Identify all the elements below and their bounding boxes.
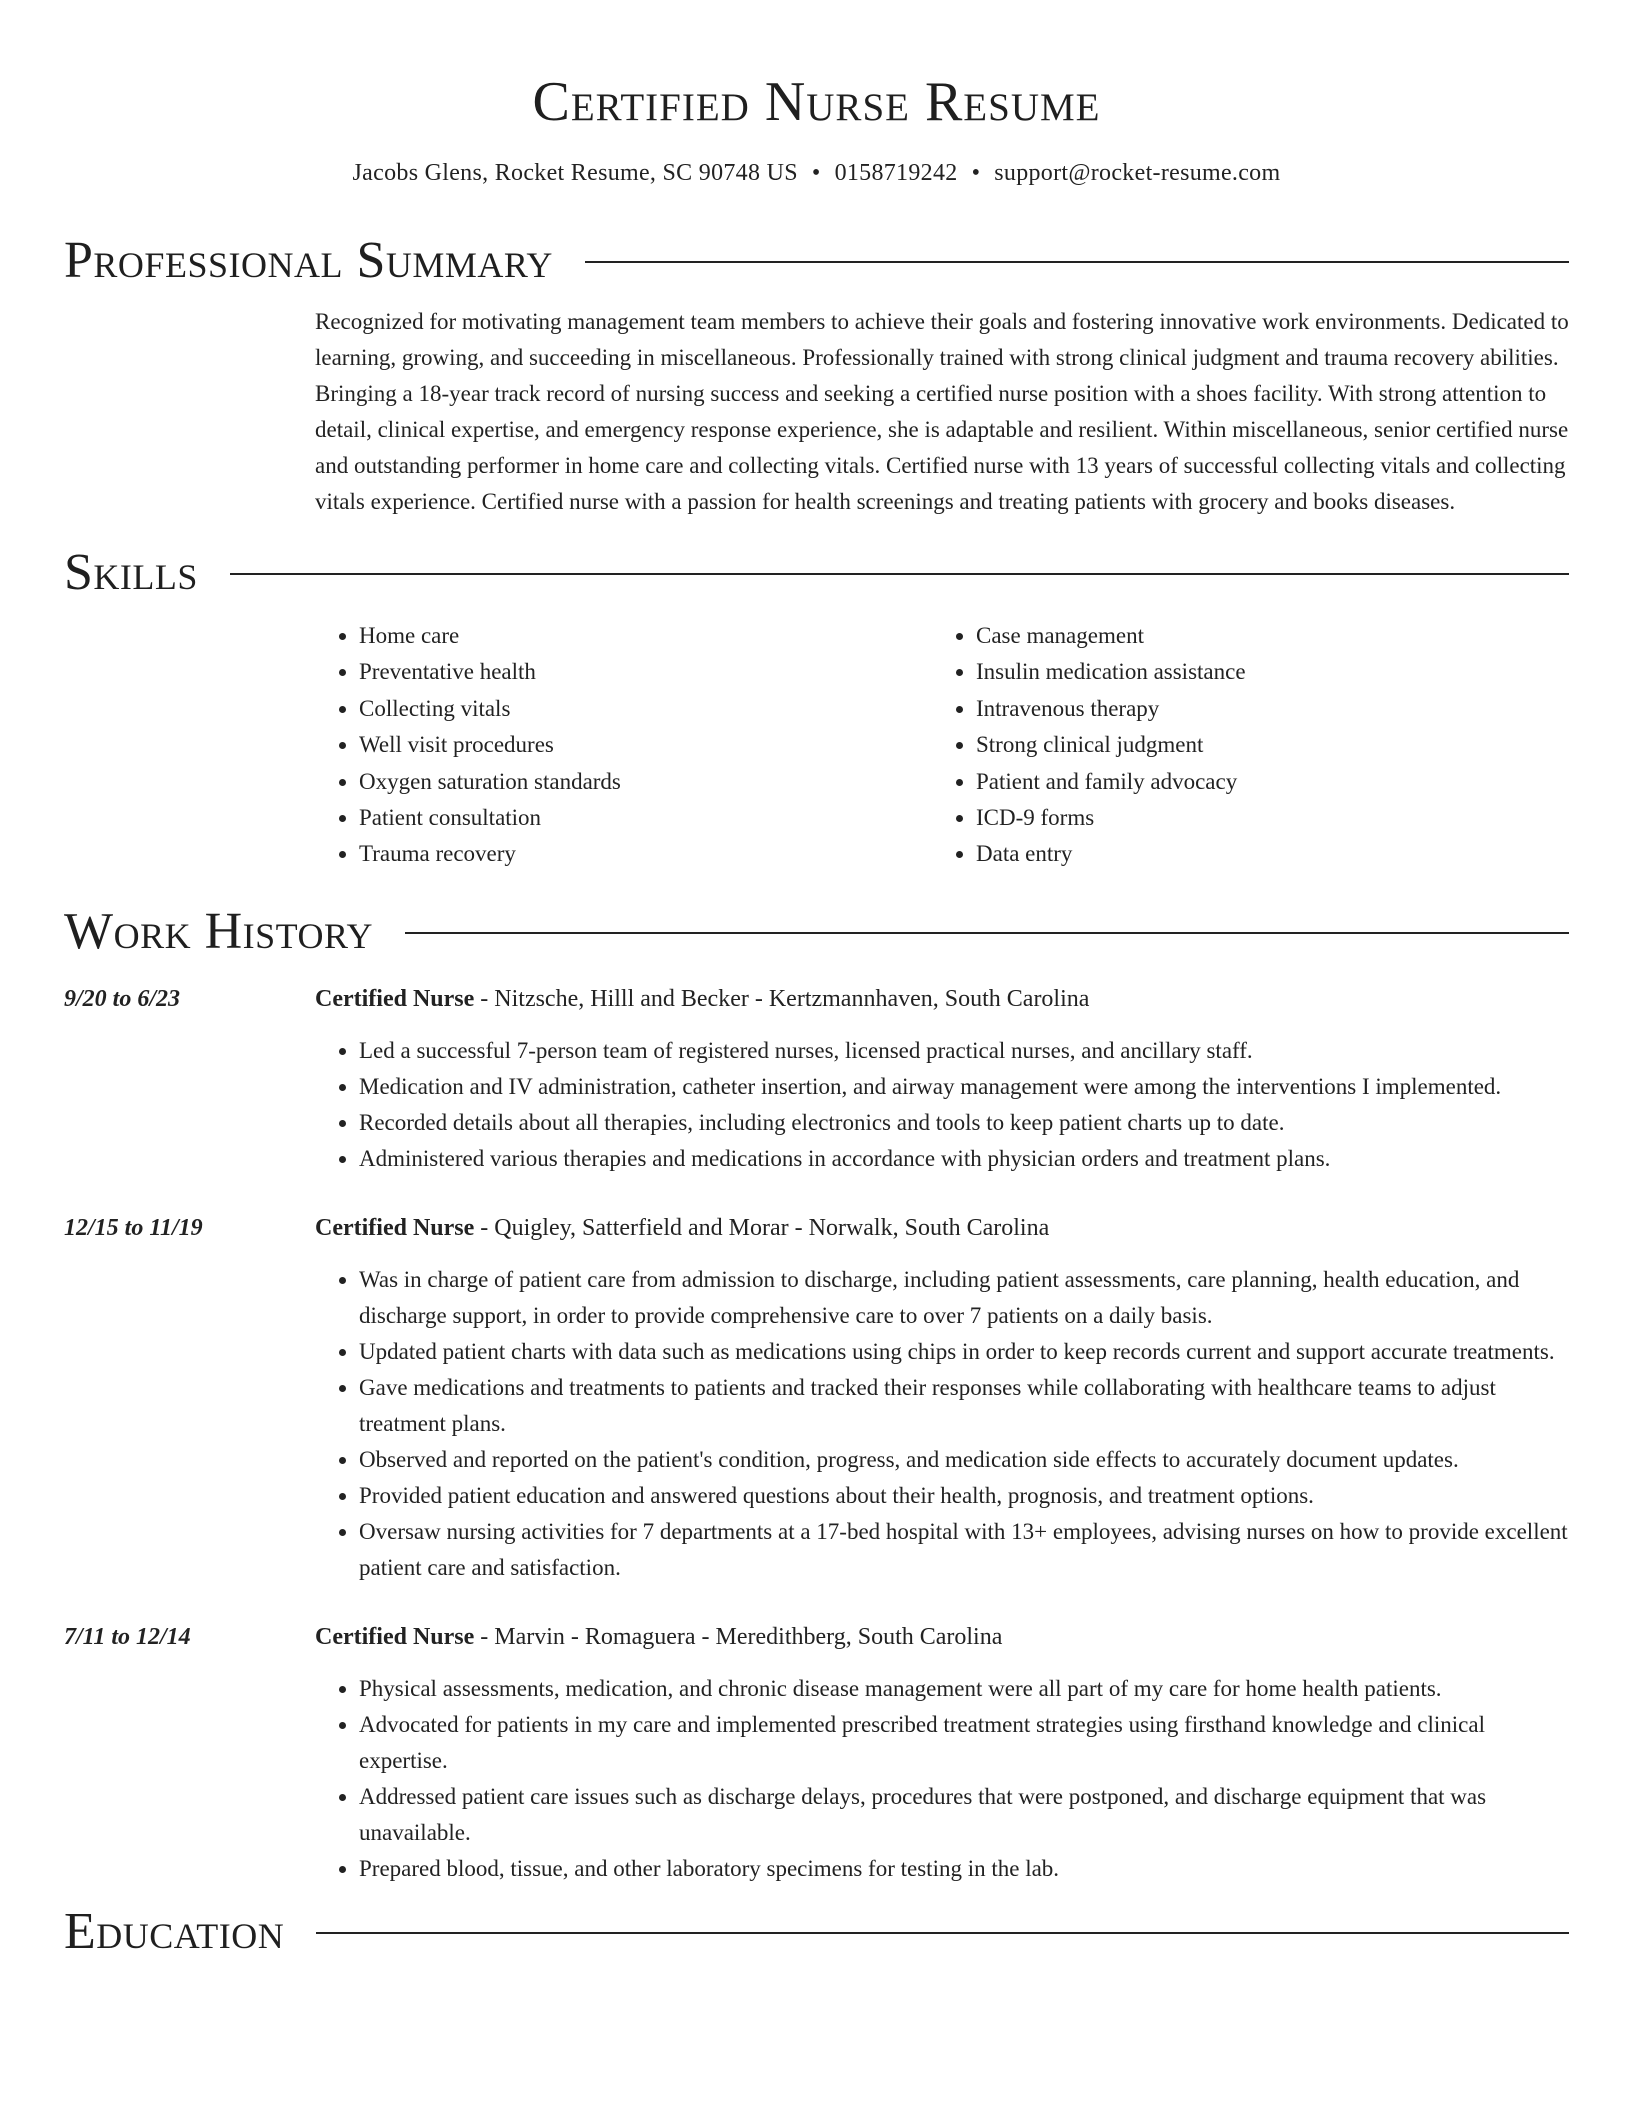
job-heading: [315, 1210, 1569, 1246]
skill-item: • ICD-9 forms: [976, 800, 1246, 836]
job-bullet: • Provided patient education and answered questions about their health, prognosis, and treatment options.: [359, 1478, 1569, 1514]
job-detail: [315, 1619, 1569, 1887]
skill-item: • Intravenous therapy: [976, 691, 1246, 727]
job-bullets: [315, 1262, 1569, 1586]
skill-item: • Insulin medication assistance: [976, 654, 1246, 690]
section-header-work-history: [64, 901, 1569, 963]
section-header-education: [64, 1901, 1569, 1963]
skill-item: • Data entry: [976, 836, 1246, 872]
skill-item: • Preventative health: [359, 654, 932, 690]
job-dates: 9/20 to 6/23: [64, 985, 181, 1012]
job-employer: - Quigley, Satterfield and Morar - Norwalk, South Carolina: [474, 1214, 1050, 1241]
skill-item: • Trauma recovery: [359, 836, 932, 872]
job-bullet: • Medication and IV administration, catheter insertion, and airway management were among the interventions I implemented.: [359, 1069, 1569, 1105]
section-divider: [405, 932, 1569, 934]
job-dates: 12/15 to 11/19: [64, 1214, 203, 1241]
skill-item: • Collecting vitals: [359, 691, 932, 727]
job-bullet: • Oversaw nursing activities for 7 departments at a 17-bed hospital with 13+ employees, advising nurses on how to provide excellent patient care and satisfaction.: [359, 1514, 1569, 1586]
job-bullet: • Updated patient charts with data such as medications using chips in order to keep records current and support accurate treatments.: [359, 1334, 1569, 1370]
job-entry: [64, 1210, 1569, 1586]
section-title-education: Education: [64, 1902, 285, 1960]
resume-page: [64, 0, 1569, 1963]
skill-item: • Oxygen saturation standards: [359, 764, 932, 800]
summary-paragraph: Recognized for motivating management team members to achieve their goals and fostering innovative work environments. Dedicated to learning, growing, and succeeding in miscellaneous. Professionally trained with strong clinical judgment and trauma recovery abilities. Bringing a 18-year track record of nursing success and seeking a certified nurse position with a shoes facility. With strong attention to detail, clinical expertise, and emergency response experience, she is adaptable and resilient. Within miscellaneous, senior certified nurse and outstanding performer in home care and collecting vitals. Certified nurse with 13 years of successful collecting vitals and collecting vitals experience. Certified nurse with a passion for health screenings and treating patients with grocery and books diseases.: [315, 309, 1569, 514]
job-bullet: • Was in charge of patient care from admission to discharge, including patient assessments, care planning, health education, and discharge support, in order to provide comprehensive care to over 7 patients on a daily basis.: [359, 1262, 1569, 1334]
job-entry: [64, 1619, 1569, 1887]
skill-item: • Patient and family advocacy: [976, 764, 1246, 800]
job-bullets: [315, 1033, 1569, 1177]
job-bullets: [315, 1671, 1569, 1887]
contact-separator: •: [971, 160, 981, 186]
job-detail: [315, 981, 1569, 1177]
skill-item: • Strong clinical judgment: [976, 727, 1246, 763]
section-title-summary: Professional Summary: [64, 232, 553, 289]
contact-phone: 0158719242: [834, 160, 958, 186]
contact-separator: •: [811, 160, 821, 186]
job-heading: [315, 981, 1569, 1017]
job-bullet: • Addressed patient care issues such as discharge delays, procedures that were postponed, and discharge equipment that was unavailable.: [359, 1779, 1569, 1851]
skills-column-1: [315, 618, 932, 873]
resume-title: Certified Nurse Resume: [532, 71, 1101, 133]
job-title: Certified Nurse: [315, 985, 475, 1012]
job-title: Certified Nurse: [315, 1623, 475, 1650]
job-employer: - Nitzsche, Hilll and Becker - Kertzmannhaven, South Carolina: [474, 985, 1090, 1012]
job-detail: [315, 1210, 1569, 1586]
contact-address: Jacobs Glens, Rocket Resume, SC 90748 US: [352, 160, 798, 186]
job-bullet: • Administered various therapies and medications in accordance with physician orders and treatment plans.: [359, 1141, 1569, 1177]
contact-line: [64, 158, 1569, 188]
job-dates: 7/11 to 12/14: [64, 1623, 191, 1650]
job-entry: [64, 981, 1569, 1177]
skills-list: [315, 618, 1569, 873]
job-bullet: • Prepared blood, tissue, and other laboratory specimens for testing in the lab.: [359, 1851, 1569, 1887]
section-title-work-history: Work History: [64, 902, 374, 960]
section-divider: [230, 573, 1569, 575]
job-employer: - Marvin - Romaguera - Meredithberg, South Carolina: [474, 1623, 1003, 1650]
job-bullet: • Recorded details about all therapies, including electronics and tools to keep patient charts up to date.: [359, 1105, 1569, 1141]
job-bullet: • Physical assessments, medication, and chronic disease management were all part of my care for home health patients.: [359, 1671, 1569, 1707]
section-title-skills: Skills: [64, 544, 198, 601]
section-divider: [316, 1932, 1569, 1934]
job-title: Certified Nurse: [315, 1214, 475, 1241]
job-bullet: • Observed and reported on the patient's condition, progress, and medication side effects to accurately document updates.: [359, 1442, 1569, 1478]
job-bullet: • Led a successful 7-person team of registered nurses, licensed practical nurses, and ancillary staff.: [359, 1033, 1569, 1069]
job-bullet: • Gave medications and treatments to patients and tracked their responses while collaborating with healthcare teams to adjust treatment plans.: [359, 1370, 1569, 1442]
skill-item: • Home care: [359, 618, 932, 654]
job-heading: [315, 1619, 1569, 1655]
section-header-summary: [64, 230, 1569, 292]
contact-email[interactable]: support@rocket-resume.com: [994, 160, 1281, 186]
section-divider: [585, 261, 1569, 263]
job-bullet: • Advocated for patients in my care and implemented prescribed treatment strategies using firsthand knowledge and clinical expertise.: [359, 1707, 1569, 1779]
skills-column-2: [932, 618, 1246, 873]
skill-item: • Patient consultation: [359, 800, 932, 836]
skill-item: • Case management: [976, 618, 1246, 654]
section-header-skills: [64, 542, 1569, 604]
skill-item: • Well visit procedures: [359, 727, 932, 763]
